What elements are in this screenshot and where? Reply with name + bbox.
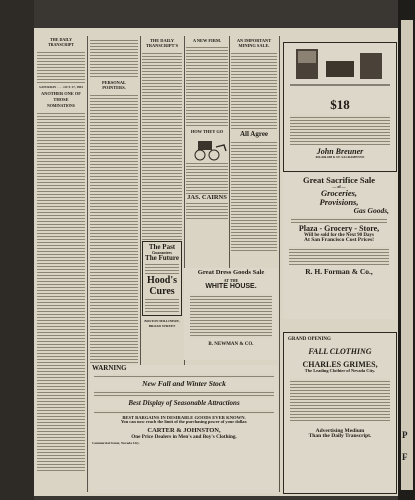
column-rule bbox=[140, 36, 141, 366]
ad-line: Gas Goods, bbox=[353, 205, 389, 215]
footer-note: BOSTON MILLINERY, BROAD STREET bbox=[144, 319, 180, 328]
ad-line: Will be sold for the Next 90 Days bbox=[304, 233, 374, 239]
adjacent-page-letter: P bbox=[402, 430, 408, 440]
ad-text bbox=[289, 247, 389, 265]
column-2 bbox=[90, 28, 138, 369]
ad-line: Guarantees bbox=[152, 249, 172, 255]
adjacent-page-strip bbox=[401, 20, 413, 490]
breuner-ad bbox=[283, 42, 397, 172]
ad-address: 604-606-608 K ST. SACRAMENTO bbox=[315, 155, 365, 160]
dress-goods-ad bbox=[184, 268, 278, 360]
ad-line: Best Display of Seasonable Attractions bbox=[128, 399, 240, 408]
ad-signature: CARTER & JOHNSTON, bbox=[147, 427, 221, 434]
ad-title: Great Dress Goods Sale bbox=[197, 269, 265, 276]
article-heading: PERSONAL POINTERS. bbox=[102, 80, 126, 91]
ad-text bbox=[290, 379, 390, 421]
adjacent-page-letter: F bbox=[402, 452, 408, 462]
ad-name: John Breuner bbox=[316, 146, 364, 156]
ad-line: Groceries, bbox=[320, 188, 358, 199]
article-heading: THE DAILY TRANSCRIPT'S bbox=[145, 38, 179, 49]
ad-name: CHARLES GRIMES, bbox=[302, 359, 378, 369]
dateline: SATURDAY . . . . OCT. 27, 1894 bbox=[39, 84, 83, 89]
article-text bbox=[231, 51, 277, 129]
grimes-clothing-ad bbox=[283, 332, 397, 494]
ad-brand: Hood's bbox=[146, 275, 177, 287]
carriage-dealer: JAS. CAIRNS bbox=[187, 193, 227, 201]
ad-address: Commercial Street, Nevada City. bbox=[92, 441, 140, 446]
left-page-edge bbox=[0, 0, 34, 500]
ad-title: The Past bbox=[148, 242, 176, 251]
ad-signature: R. H. Forman & Co., bbox=[305, 267, 373, 277]
ad-line: — of — bbox=[332, 183, 346, 189]
column-3 bbox=[142, 28, 182, 330]
ad-line: Than the Daily Transcript. bbox=[308, 433, 372, 440]
carriage-illustration bbox=[186, 137, 228, 161]
ad-text bbox=[145, 297, 179, 313]
masthead: THE DAILY TRANSCRIPT bbox=[47, 37, 74, 47]
ad-signature: B. NEWMAN & CO. bbox=[208, 342, 254, 348]
ad-line: New Fall and Winter Stock bbox=[142, 379, 226, 389]
ad-title: WARNING bbox=[92, 364, 127, 372]
ad-text bbox=[190, 294, 272, 338]
ad-heading: All Agree bbox=[239, 129, 269, 138]
article-text bbox=[37, 111, 85, 471]
ad-text bbox=[186, 201, 228, 221]
column-5 bbox=[231, 28, 277, 252]
ad-line: You can now reach the limit of the purchasing power of your dollar. bbox=[120, 419, 248, 425]
column-rule bbox=[87, 36, 88, 492]
ad-text bbox=[186, 161, 228, 195]
article-text bbox=[142, 51, 182, 241]
sacrifice-sale-ad bbox=[283, 173, 395, 319]
furniture-illustration bbox=[284, 43, 396, 93]
ad-text bbox=[145, 262, 179, 276]
article-heading: ANOTHER ONE OF THOSE bbox=[40, 91, 81, 102]
article-subheading: NOMINATIONS bbox=[47, 104, 75, 108]
ad-line: The Leading Clothier of Nevada City. bbox=[304, 368, 376, 374]
text-block bbox=[37, 50, 85, 84]
ad-line: AT THE bbox=[223, 277, 239, 283]
ad-line: Advertising Medium bbox=[315, 427, 365, 434]
carter-johnston-ad bbox=[90, 365, 278, 493]
article-heading: A NEW FIRM. bbox=[192, 38, 222, 43]
column-rule bbox=[229, 36, 230, 286]
ad-title: FALL CLOTHING bbox=[308, 347, 372, 357]
column-1 bbox=[37, 28, 85, 471]
ad-text bbox=[291, 217, 387, 223]
article-heading: AN IMPORTANT MINING SALE. bbox=[236, 38, 272, 49]
article-text bbox=[90, 93, 138, 369]
ad-line: Provisions, bbox=[319, 197, 359, 208]
article-text bbox=[186, 45, 228, 127]
ad-text bbox=[94, 374, 274, 378]
ad-title: Great Sacrifice Sale bbox=[302, 175, 376, 185]
newspaper-page bbox=[34, 28, 398, 496]
ad-text bbox=[94, 410, 274, 414]
ad-line: Plaza - Grocery - Store, bbox=[298, 223, 380, 233]
ad-line: GRAND OPENING bbox=[288, 337, 331, 342]
ad-brand: Cures bbox=[149, 285, 175, 297]
ad-line: At San Francisco Cost Prices! bbox=[304, 237, 374, 244]
ad-line: BEST BARGAINS IN DESIRABLE GOODS EVER KNOWN. bbox=[122, 414, 246, 420]
ad-line: One Price Dealers in Men's and Boy's Clothing. bbox=[131, 433, 237, 440]
text-block bbox=[90, 38, 138, 78]
ad-text bbox=[94, 390, 274, 398]
ad-line: The Future bbox=[145, 254, 179, 263]
ad-price: $18 bbox=[330, 97, 350, 112]
hoods-ad bbox=[142, 241, 182, 317]
right-page-edge bbox=[398, 0, 415, 500]
store-name: WHITE HOUSE. bbox=[205, 283, 257, 291]
ad-text bbox=[231, 140, 277, 252]
ad-heading: HOW THEY GO bbox=[190, 129, 224, 135]
column-rule bbox=[279, 36, 280, 492]
column-4 bbox=[186, 28, 228, 221]
ad-text bbox=[290, 115, 390, 145]
